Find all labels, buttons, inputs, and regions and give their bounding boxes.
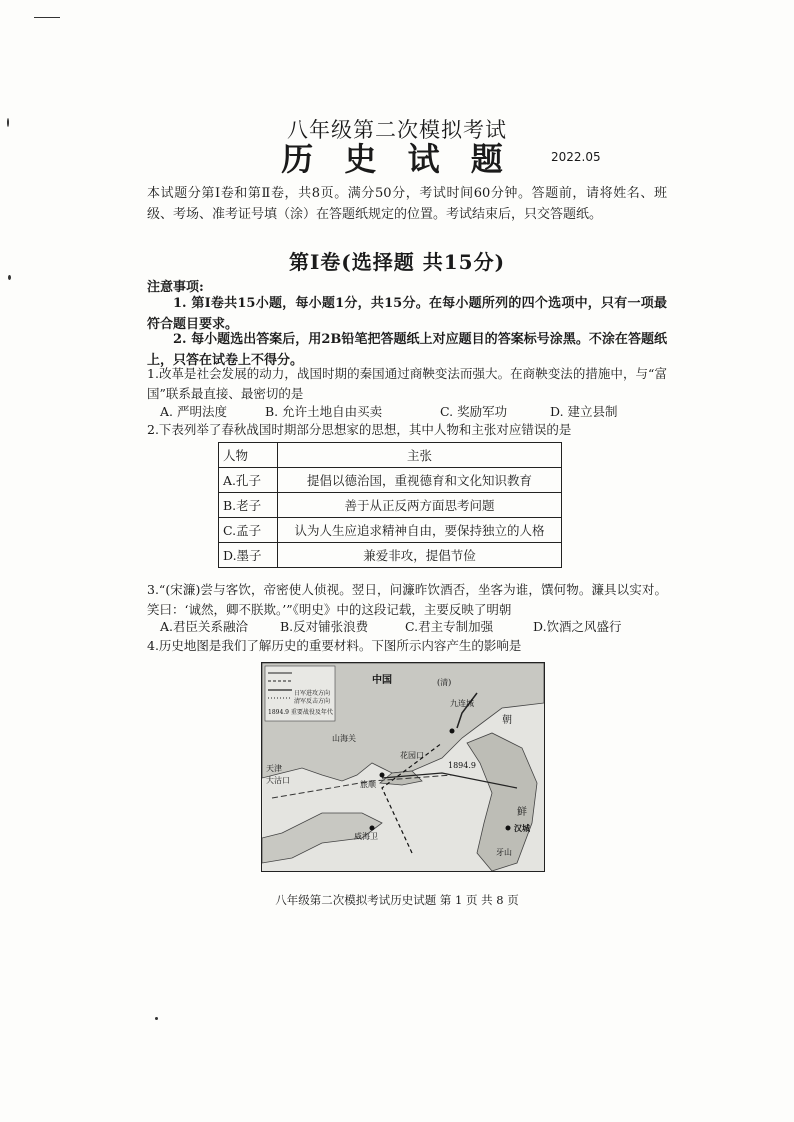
map-label-shanhaiguan: 山海关 <box>332 734 356 743</box>
section-title: 第Ⅰ卷(选择题 共15分) <box>288 250 506 274</box>
table-row <box>219 493 562 518</box>
map-label-yashan: 牙山 <box>496 848 512 857</box>
option: D. 建立县制 <box>550 404 618 419</box>
map-label-qing: (清) <box>437 678 452 687</box>
table-cell: A.孔子 <box>219 468 278 493</box>
map-label-korea-1: 朝 <box>502 715 512 726</box>
question-4-stem: 4.历史地图是我们了解历史的重要材料。下图所示内容产生的影响是 <box>147 638 522 653</box>
map-label-lushun: 旅顺 <box>360 780 376 789</box>
notice-item: 1. 第Ⅰ卷共15小题，每小题1分，共15分。在每小题所列的四个选项中，只有一项最符合题目要求。 <box>147 296 667 332</box>
table-cell: 认为人生应追求精神自由，要保持独立的人格 <box>278 518 562 543</box>
option: A. 严明法度 <box>160 404 227 419</box>
exam-instructions: 本试题分第Ⅰ卷和第Ⅱ卷，共8页。满分50分，考试时间60分钟。答题前，请将姓名、班级、考场、准考证号填（涂）在答题纸规定的位置。考试结束后，只交答题纸。 <box>147 186 667 222</box>
option: A.君臣关系融洽 <box>160 619 249 634</box>
question-2-stem: 2.下表列举了春秋战国时期部分思想家的思想，其中人物和主张对应错误的是 <box>147 422 572 437</box>
question-1-options <box>160 402 660 420</box>
table-cell: D.墨子 <box>219 543 278 568</box>
thinkers-table <box>218 442 562 568</box>
scan-speck <box>155 1017 158 1020</box>
header-person: 人物 <box>219 443 278 468</box>
table-header-row <box>219 443 562 468</box>
table-row <box>219 543 562 568</box>
option: B.反对铺张浪费 <box>280 619 369 634</box>
notice-item: 2. 每小题选出答案后，用2B铅笔把答题纸上对应题目的答案标号涂黑。不涂在答题纸上，只答在试卷上不得分。 <box>147 332 667 368</box>
notice-heading: 注意事项: <box>147 280 204 295</box>
option: C.君主专制加强 <box>405 619 494 634</box>
table-row <box>219 468 562 493</box>
map-label-tianjin: 天津 <box>266 764 282 773</box>
battle-marker <box>380 773 385 778</box>
question-1-stem: 1.改革是社会发展的动力，战国时期的秦国通过商鞅变法而强大。在商鞅变法的措施中，与“富国”联系最直接、最密切的是 <box>147 366 667 401</box>
table-cell: 善于从正反两方面思考问题 <box>278 493 562 518</box>
map-label-weihaiwei: 威海卫 <box>354 832 378 841</box>
map-label-jiuliancheng: 九连城 <box>450 699 474 708</box>
battle-marker <box>506 826 511 831</box>
sino-japanese-war-map <box>261 662 545 872</box>
table-cell: B.老子 <box>219 493 278 518</box>
legend-qing-counter: 清军反击方向 <box>294 698 331 705</box>
exam-title: 八年级第二次模拟考试 <box>287 118 507 142</box>
option: D.饮酒之风盛行 <box>533 619 622 634</box>
exam-date: 2022.05 <box>551 150 601 164</box>
page-footer: 八年级第二次模拟考试历史试题 第 1 页 共 8 页 <box>275 893 519 907</box>
map-label-1894: 1894.9 <box>448 761 476 770</box>
subject-title: 历 史 试 题 <box>281 140 513 178</box>
table-cell: 兼爱非攻，提倡节俭 <box>278 543 562 568</box>
battle-marker <box>450 729 455 734</box>
option: C. 奖励军功 <box>440 404 508 419</box>
map-label-dagukou: 大沽口 <box>266 776 290 785</box>
table-row <box>219 518 562 543</box>
scan-mark-top-left <box>34 17 60 18</box>
question-3-options <box>160 617 660 635</box>
table-cell: C.孟子 <box>219 518 278 543</box>
map-label-korea-2: 鲜 <box>517 807 527 818</box>
table-cell: 提倡以德治国，重视德育和文化知识教育 <box>278 468 562 493</box>
legend-battle: 1894.9 重要战役及年代 <box>268 709 333 716</box>
map-label-huayuankou: 花园口 <box>400 751 424 760</box>
scan-speck <box>8 275 11 280</box>
map-label-china: 中国 <box>372 675 392 686</box>
map-label-hancheng: 汉城 <box>514 823 530 833</box>
question-3-stem: 3.“(宋濂)尝与客饮，帝密使人侦视。翌日，问濂昨饮酒否，坐客为谁，馔何物。濂具以实对。笑曰：‘诚然，卿不朕欺。’”《明史》中的这段记载，主要反映了明朝 <box>147 582 667 617</box>
legend-japanese-attack: 日军进攻方向 <box>294 690 331 697</box>
option: B. 允许土地自由买卖 <box>265 404 383 419</box>
header-idea: 主张 <box>278 443 562 468</box>
battle-marker <box>370 826 375 831</box>
